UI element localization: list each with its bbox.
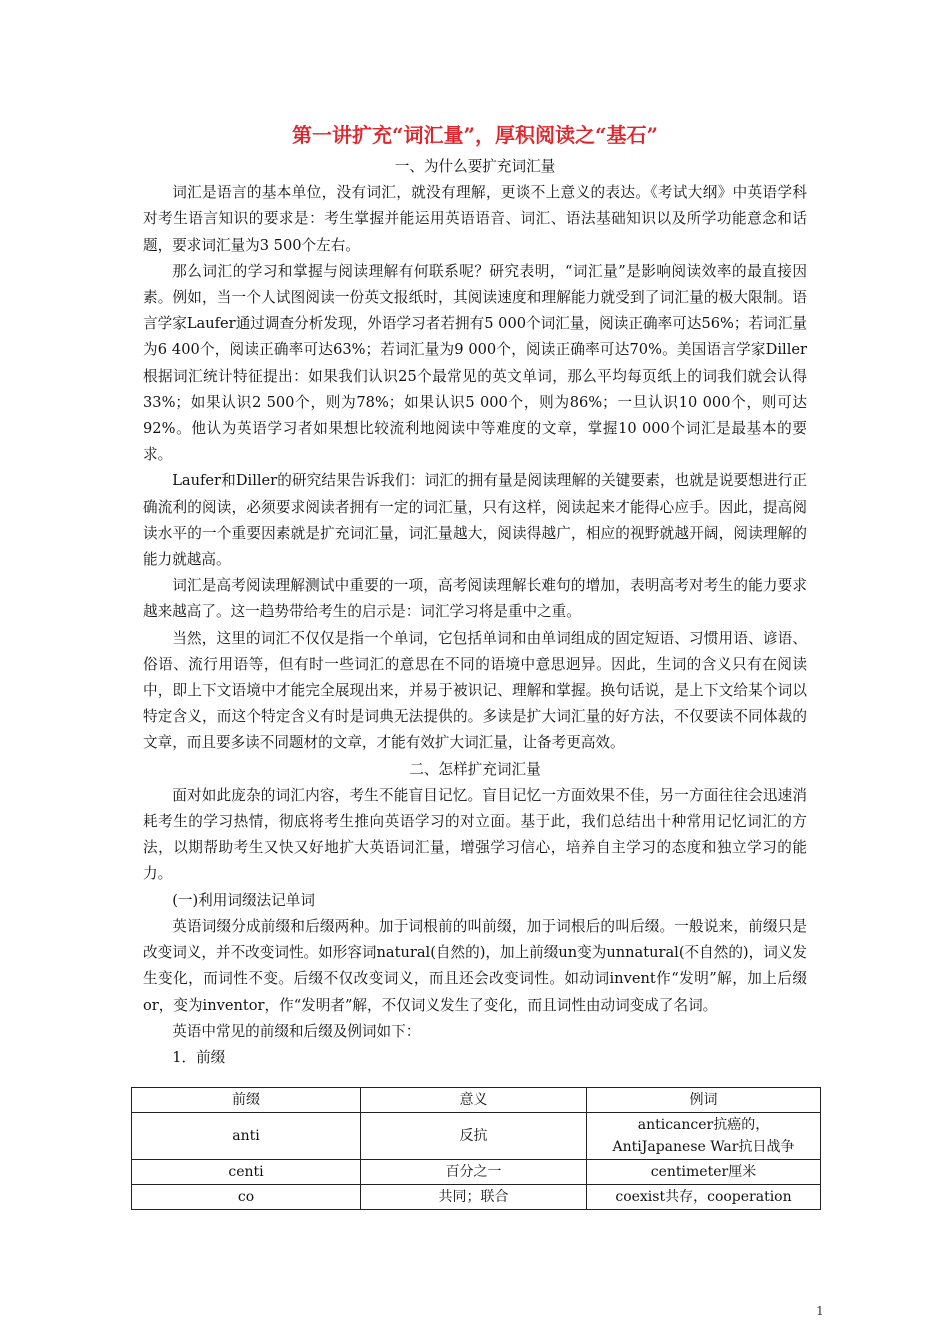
cell-prefix: anti [132,1113,361,1160]
cell-meaning: 反抗 [361,1113,587,1160]
table-header-prefix: 前缀 [132,1088,361,1113]
cell-example [587,1113,821,1160]
paragraph: 当然，这里的词汇不仅仅是指一个单词，它包括单词和由单词组成的固定短语、习惯用语、谚语、俗语、流行用语等，但有时一些词汇的意思在不同的语境中意思迥异。因此，生词的含义只有在阅读中，即上下文语境中才能完全展现出来，并易于被识记、理解和掌握。换句话说，是上下文给某个词以特定含义，而这个特定含义有时是词典无法提供的。多读是扩大词汇量的好方法，不仅要读不同体裁的文章，而且要多读不同题材的文章，才能有效扩大词汇量，让备考更高效。 [143,629,807,752]
table-header-meaning: 意义 [361,1088,587,1113]
paragraph: 那么词汇的学习和掌握与阅读理解有何联系呢？研究表明，“词汇量”是影响阅读效率的最直接因素。例如，当一个人试图阅读一份英文报纸时，其阅读速度和理解能力就受到了词汇量的极大限制。语言学家Laufer通过调查分析发现，外语学习者若拥有5 000个词汇量，阅读正确率可达56%；若词汇量为6 400个，阅读正确率可达63%；若词汇量为9 000个，阅读正确率可达70%。美国语言学家Diller根据词汇统计特征提出：如果我们认识25个最常见的英文单词，那么平均每页纸上的词我们就会认得33%；如果认识2 500个，则为78%；如果认识5 000个，则为86%；一旦认识10 000个，则可达92%。他认为英语学习者如果想比较流利地阅读中等难度的文章，掌握10 000个词汇是最基本的要求。 [143,262,807,464]
document-title: 第一讲扩充“词汇量”，厚积阅读之“基石” [291,123,658,147]
cell-example-line: AntiJapanese War抗日战争 [612,1139,795,1155]
paragraph: 词汇是语言的基本单位，没有词汇，就没有理解，更谈不上意义的表达。《考试大纲》中英语学科对考生语言知识的要求是：考生掌握并能运用英语语音、词汇、语法基础知识以及所学功能意念和话题，要求词汇量为3 500个左右。 [143,184,807,254]
list-label-prefix: 1．前缀 [172,1048,226,1066]
table-row [132,1113,821,1160]
cell-example: coexist共存，cooperation [587,1185,821,1210]
table-row [132,1185,821,1210]
cell-prefix: centi [132,1160,361,1185]
cell-meaning: 共同；联合 [361,1185,587,1210]
table-header-row [132,1088,821,1113]
paragraph: 词汇是高考阅读理解测试中重要的一项，高考阅读理解长难句的增加，表明高考对考生的能力要求越来越高了。这一趋势带给考生的启示是：词汇学习将是重中之重。 [143,577,807,621]
prefix-table [131,1087,821,1210]
table-header-example: 例词 [587,1088,821,1113]
section-heading-how: 二、怎样扩充词汇量 [409,760,541,778]
list-intro: 英语中常见的前缀和后缀及例词如下： [172,1022,421,1040]
subheading-affix-method: (一)利用词缀法记单词 [172,891,315,909]
cell-example: centimeter厘米 [587,1160,821,1185]
cell-meaning: 百分之一 [361,1160,587,1185]
cell-example-line: anticancer抗癌的， [637,1117,770,1133]
cell-prefix: co [132,1185,361,1210]
page-number: 1 [816,1304,824,1318]
paragraph: Laufer和Diller的研究结果告诉我们：词汇的拥有量是阅读理解的关键要素，也就是说要想进行正确流利的阅读，必须要求阅读者拥有一定的词汇量，只有这样，阅读起来才能得心应手。因此，提高阅读水平的一个重要因素就是扩充词汇量，词汇量越大，阅读得越广，相应的视野就越开阔，阅读理解的能力就越高。 [143,472,807,569]
prefix-table-container [131,1087,820,1210]
document-body [143,154,807,1071]
paragraph: 面对如此庞杂的词汇内容，考生不能盲目记忆。盲目记忆一方面效果不佳，另一方面往往会迅速消耗考生的学习热情，彻底将考生推向英语学习的对立面。基于此，我们总结出十种常用记忆词汇的方法，以期帮助考生又快又好地扩大英语词汇量，增强学习信心，培养自主学习的态度和独立学习的能力。 [143,786,807,883]
table-row [132,1160,821,1185]
paragraph: 英语词缀分成前缀和后缀两种。加于词根前的叫前缀，加于词根后的叫后缀。一般说来，前缀只是改变词义，并不改变词性。如形容词natural(自然的)，加上前缀un变为unnatural(不自然的)，词义发生变化，而词性不变。后缀不仅改变词义，而且还会改变词性。如动词invent作“发明”解，加上后缀or，变为inventor，作“发明者”解，不仅词义发生了变化，而且词性由动词变成了名词。 [143,917,807,1014]
section-heading-why: 一、为什么要扩充词汇量 [394,158,556,175]
